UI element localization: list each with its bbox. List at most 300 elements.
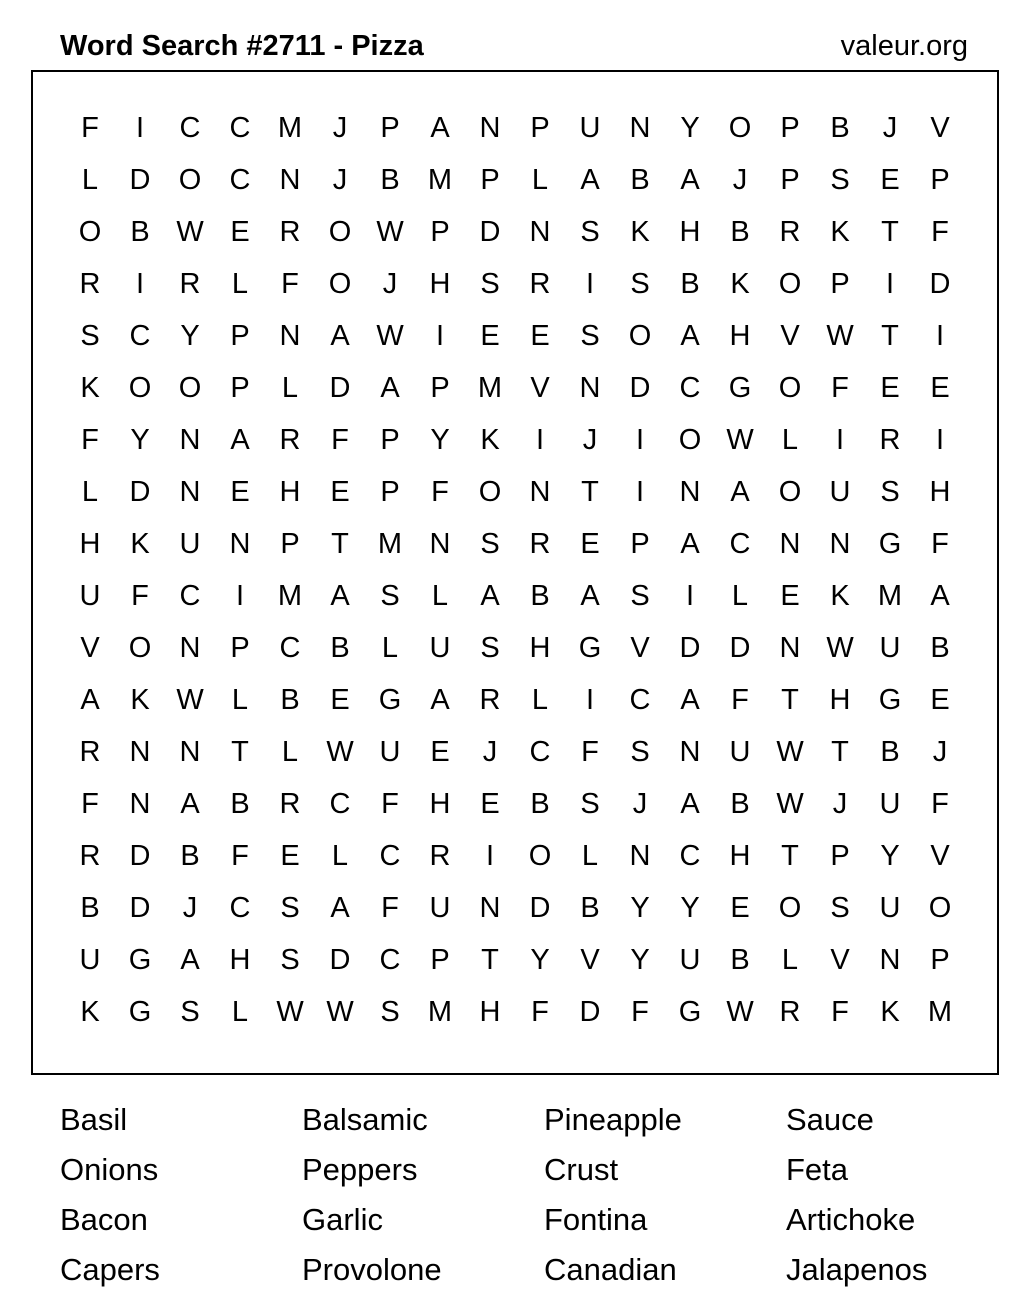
grid-letter: U xyxy=(379,736,401,768)
grid-letter: A xyxy=(430,684,450,716)
word-list-item: Bacon xyxy=(60,1202,148,1237)
grid-letter: U xyxy=(179,528,201,560)
grid-letter: A xyxy=(380,372,400,404)
grid-letter: B xyxy=(830,112,850,144)
grid-letter: P xyxy=(280,528,300,560)
grid-letter: I xyxy=(235,580,245,612)
grid-letter: H xyxy=(79,528,101,560)
grid-letter: A xyxy=(230,424,250,456)
grid-letter: A xyxy=(680,164,700,196)
grid-letter: B xyxy=(80,892,100,924)
grid-letter: I xyxy=(535,424,545,456)
grid-letter: E xyxy=(580,528,600,560)
grid-letter: J xyxy=(582,424,598,456)
grid-letter: B xyxy=(580,892,600,924)
grid-letter: A xyxy=(580,164,600,196)
grid-letter: P xyxy=(230,632,250,664)
grid-letter: N xyxy=(179,736,201,768)
grid-letter: P xyxy=(430,944,450,976)
grid-letter: A xyxy=(730,476,750,508)
grid-letter: S xyxy=(380,580,400,612)
grid-letter: N xyxy=(479,892,501,924)
grid-letter: S xyxy=(630,268,650,300)
grid-letter: K xyxy=(880,996,900,1028)
grid-letter: N xyxy=(129,736,151,768)
grid-letter: U xyxy=(829,476,851,508)
grid-letter: B xyxy=(530,580,550,612)
grid-letter: J xyxy=(732,164,748,196)
grid-letter: Y xyxy=(680,892,700,924)
word-list-item: Pineapple xyxy=(544,1102,682,1137)
grid-letter: G xyxy=(678,996,702,1028)
grid-letter: N xyxy=(179,632,201,664)
grid-letter: B xyxy=(230,788,250,820)
grid-letter: I xyxy=(135,268,145,300)
grid-letter: E xyxy=(880,164,900,196)
grid-letter: D xyxy=(129,164,151,196)
grid-letter: H xyxy=(279,476,301,508)
grid-letter: K xyxy=(130,528,150,560)
grid-letter: S xyxy=(380,996,400,1028)
grid-letter: A xyxy=(580,580,600,612)
grid-letter: S xyxy=(480,632,500,664)
grid-letter: O xyxy=(728,112,752,144)
grid-letter: N xyxy=(529,216,551,248)
grid-letter: L xyxy=(231,996,249,1028)
grid-letter: P xyxy=(530,112,550,144)
grid-letter: N xyxy=(179,424,201,456)
grid-letter: L xyxy=(531,684,549,716)
grid-letter: O xyxy=(78,216,102,248)
grid-letter: W xyxy=(776,788,804,820)
grid-letter: Y xyxy=(130,424,150,456)
grid-letter: P xyxy=(380,112,400,144)
grid-letter: F xyxy=(381,892,399,924)
grid-letter: E xyxy=(230,476,250,508)
grid-letter: V xyxy=(830,944,850,976)
grid-letter: H xyxy=(479,996,501,1028)
grid-letter: O xyxy=(778,372,802,404)
grid-letter: E xyxy=(930,684,950,716)
grid-letter: I xyxy=(585,684,595,716)
grid-letter: N xyxy=(479,112,501,144)
grid-letter: U xyxy=(429,892,451,924)
grid-letter: Y xyxy=(880,840,900,872)
grid-letter: I xyxy=(485,840,495,872)
grid-letter: O xyxy=(478,476,502,508)
grid-letter: F xyxy=(231,840,249,872)
grid-letter: U xyxy=(679,944,701,976)
grid-letter: H xyxy=(679,216,701,248)
grid-letter: B xyxy=(730,944,750,976)
grid-letter: F xyxy=(431,476,449,508)
grid-letter: P xyxy=(630,528,650,560)
grid-letter: J xyxy=(882,112,898,144)
grid-letter: P xyxy=(430,216,450,248)
grid-letter: P xyxy=(380,476,400,508)
grid-letter: T xyxy=(481,944,499,976)
grid-letter: P xyxy=(780,112,800,144)
grid-letter: L xyxy=(531,164,549,196)
grid-letter: J xyxy=(932,736,948,768)
grid-letter: N xyxy=(179,476,201,508)
grid-letter: S xyxy=(630,736,650,768)
grid-letter: O xyxy=(328,216,352,248)
grid-letter: G xyxy=(878,684,902,716)
grid-letter: R xyxy=(429,840,451,872)
grid-letter: F xyxy=(131,580,149,612)
grid-letter: K xyxy=(830,580,850,612)
grid-letter: F xyxy=(531,996,549,1028)
grid-letter: G xyxy=(128,996,152,1028)
grid-letter: M xyxy=(877,580,903,612)
word-list-item: Garlic xyxy=(302,1202,383,1237)
grid-letter: G xyxy=(378,684,402,716)
grid-letter: W xyxy=(176,684,204,716)
grid-letter: U xyxy=(879,632,901,664)
grid-letter: L xyxy=(781,944,799,976)
grid-letter: T xyxy=(881,320,899,352)
grid-letter: L xyxy=(581,840,599,872)
grid-letter: I xyxy=(435,320,445,352)
grid-letter: T xyxy=(231,736,249,768)
grid-letter: C xyxy=(379,840,401,872)
grid-letter: W xyxy=(726,424,754,456)
grid-letter: P xyxy=(480,164,500,196)
word-list-item: Basil xyxy=(60,1102,128,1137)
grid-letter: N xyxy=(129,788,151,820)
grid-letter: F xyxy=(331,424,349,456)
grid-letter: F xyxy=(81,788,99,820)
grid-letter: C xyxy=(629,684,651,716)
grid-letter: N xyxy=(779,632,801,664)
grid-letter: F xyxy=(381,788,399,820)
grid-letter: F xyxy=(831,372,849,404)
grid-letter: A xyxy=(330,580,350,612)
grid-letter: F xyxy=(281,268,299,300)
grid-letter: U xyxy=(429,632,451,664)
word-list-item: Sauce xyxy=(786,1102,874,1137)
grid-letter: R xyxy=(79,840,101,872)
grid-letter: K xyxy=(630,216,650,248)
grid-letter: J xyxy=(382,268,398,300)
grid-letter: E xyxy=(330,684,350,716)
grid-letter: A xyxy=(330,892,350,924)
grid-letter: S xyxy=(580,216,600,248)
grid-letter: O xyxy=(778,476,802,508)
grid-letter: I xyxy=(635,476,645,508)
grid-letter: B xyxy=(330,632,350,664)
grid-letter: P xyxy=(780,164,800,196)
grid-letter: F xyxy=(581,736,599,768)
grid-letter: D xyxy=(479,216,501,248)
grid-letter: E xyxy=(730,892,750,924)
grid-letter: N xyxy=(529,476,551,508)
grid-letter: O xyxy=(328,268,352,300)
grid-letter: C xyxy=(229,164,251,196)
grid-letter: D xyxy=(729,632,751,664)
grid-letter: C xyxy=(129,320,151,352)
grid-letter: V xyxy=(580,944,600,976)
grid-letter: N xyxy=(429,528,451,560)
grid-letter: S xyxy=(580,788,600,820)
grid-letter: T xyxy=(331,528,349,560)
grid-letter: C xyxy=(179,580,201,612)
grid-letter: L xyxy=(381,632,399,664)
grid-letter: C xyxy=(179,112,201,144)
grid-letter: N xyxy=(579,372,601,404)
grid-letter: Y xyxy=(630,892,650,924)
grid-letter: N xyxy=(279,320,301,352)
grid-letter: R xyxy=(779,996,801,1028)
grid-letter: V xyxy=(530,372,550,404)
grid-letter: C xyxy=(679,372,701,404)
grid-letter: B xyxy=(730,216,750,248)
grid-letter: B xyxy=(380,164,400,196)
grid-letter: O xyxy=(178,372,202,404)
grid-letter: O xyxy=(778,892,802,924)
grid-letter: I xyxy=(135,112,145,144)
grid-letter: O xyxy=(928,892,952,924)
grid-letter: F xyxy=(81,424,99,456)
grid-letter: W xyxy=(326,736,354,768)
grid-letter: B xyxy=(730,788,750,820)
grid-letter: B xyxy=(680,268,700,300)
grid-letter: R xyxy=(879,424,901,456)
grid-letter: M xyxy=(277,580,303,612)
grid-letter: Y xyxy=(680,112,700,144)
grid-letter: O xyxy=(528,840,552,872)
word-list-item: Jalapenos xyxy=(786,1252,928,1287)
grid-letter: J xyxy=(332,164,348,196)
page-title: Word Search #2711 - Pizza xyxy=(60,30,424,62)
grid-letter: S xyxy=(180,996,200,1028)
word-list-item: Crust xyxy=(544,1152,619,1187)
grid-letter: E xyxy=(330,476,350,508)
grid-letter: D xyxy=(629,372,651,404)
grid-letter: N xyxy=(779,528,801,560)
grid-letter: N xyxy=(829,528,851,560)
grid-letter: D xyxy=(929,268,951,300)
grid-letter: L xyxy=(231,684,249,716)
grid-letter: U xyxy=(79,944,101,976)
grid-letter: P xyxy=(930,164,950,196)
grid-letter: M xyxy=(477,372,503,404)
grid-letter: H xyxy=(729,840,751,872)
letter-grid xyxy=(65,102,965,1038)
grid-letter: M xyxy=(427,164,453,196)
grid-letter: S xyxy=(630,580,650,612)
grid-letter: J xyxy=(632,788,648,820)
word-list-item: Capers xyxy=(60,1252,160,1287)
grid-letter: S xyxy=(480,528,500,560)
grid-letter: W xyxy=(776,736,804,768)
grid-letter: W xyxy=(376,320,404,352)
grid-letter: F xyxy=(931,216,949,248)
grid-letter: Y xyxy=(180,320,200,352)
grid-letter: Y xyxy=(630,944,650,976)
word-list-item: Fontina xyxy=(544,1202,648,1237)
grid-letter: S xyxy=(580,320,600,352)
grid-letter: H xyxy=(429,268,451,300)
grid-letter: V xyxy=(630,632,650,664)
grid-letter: E xyxy=(880,372,900,404)
grid-letter: D xyxy=(679,632,701,664)
grid-letter: O xyxy=(128,632,152,664)
grid-letter: F xyxy=(931,788,949,820)
grid-letter: A xyxy=(180,788,200,820)
grid-letter: H xyxy=(829,684,851,716)
grid-letter: N xyxy=(679,736,701,768)
grid-letter: W xyxy=(726,996,754,1028)
grid-letter: F xyxy=(81,112,99,144)
grid-letter: R xyxy=(79,268,101,300)
grid-letter: H xyxy=(729,320,751,352)
grid-letter: L xyxy=(731,580,749,612)
grid-letter: A xyxy=(680,528,700,560)
grid-letter: T xyxy=(881,216,899,248)
grid-letter: N xyxy=(679,476,701,508)
grid-letter: N xyxy=(229,528,251,560)
grid-letter: C xyxy=(229,892,251,924)
grid-letter: R xyxy=(529,528,551,560)
word-list-item: Provolone xyxy=(302,1252,442,1287)
grid-letter: T xyxy=(581,476,599,508)
grid-letter: B xyxy=(630,164,650,196)
grid-letter: B xyxy=(880,736,900,768)
word-list-item: Balsamic xyxy=(302,1102,428,1137)
grid-letter: K xyxy=(130,684,150,716)
grid-letter: K xyxy=(80,996,100,1028)
grid-letter: B xyxy=(130,216,150,248)
grid-letter: A xyxy=(680,788,700,820)
grid-letter: B xyxy=(180,840,200,872)
grid-letter: S xyxy=(280,944,300,976)
grid-letter: R xyxy=(279,424,301,456)
grid-letter: K xyxy=(730,268,750,300)
grid-letter: E xyxy=(930,372,950,404)
grid-letter: I xyxy=(885,268,895,300)
grid-letter: T xyxy=(781,684,799,716)
grid-letter: O xyxy=(778,268,802,300)
grid-letter: R xyxy=(479,684,501,716)
grid-letter: E xyxy=(530,320,550,352)
grid-letter: B xyxy=(930,632,950,664)
grid-letter: D xyxy=(129,476,151,508)
grid-letter: L xyxy=(281,736,299,768)
grid-letter: R xyxy=(79,736,101,768)
grid-letter: F xyxy=(831,996,849,1028)
grid-letter: K xyxy=(480,424,500,456)
grid-letter: H xyxy=(429,788,451,820)
grid-letter: J xyxy=(182,892,198,924)
grid-letter: P xyxy=(430,372,450,404)
grid-letter: G xyxy=(728,372,752,404)
grid-letter: B xyxy=(530,788,550,820)
grid-letter: T xyxy=(781,840,799,872)
grid-letter: W xyxy=(326,996,354,1028)
grid-letter: S xyxy=(880,476,900,508)
grid-letter: R xyxy=(529,268,551,300)
grid-letter: R xyxy=(179,268,201,300)
grid-letter: F xyxy=(931,528,949,560)
grid-letter: E xyxy=(430,736,450,768)
grid-letter: D xyxy=(329,944,351,976)
grid-letter: Y xyxy=(530,944,550,976)
word-list-item: Peppers xyxy=(302,1152,418,1187)
grid-letter: W xyxy=(276,996,304,1028)
grid-letter: E xyxy=(480,320,500,352)
grid-letter: G xyxy=(578,632,602,664)
grid-letter: S xyxy=(830,892,850,924)
puzzle-grid-frame xyxy=(31,70,999,1075)
grid-letter: M xyxy=(427,996,453,1028)
grid-letter: A xyxy=(480,580,500,612)
grid-letter: L xyxy=(781,424,799,456)
grid-letter: J xyxy=(482,736,498,768)
grid-letter: L xyxy=(81,476,99,508)
grid-letter: G xyxy=(128,944,152,976)
grid-letter: S xyxy=(280,892,300,924)
grid-letter: K xyxy=(80,372,100,404)
grid-letter: A xyxy=(330,320,350,352)
grid-letter: N xyxy=(879,944,901,976)
grid-letter: P xyxy=(380,424,400,456)
grid-letter: U xyxy=(729,736,751,768)
grid-letter: A xyxy=(180,944,200,976)
grid-letter: I xyxy=(835,424,845,456)
grid-letter: E xyxy=(280,840,300,872)
grid-letter: D xyxy=(579,996,601,1028)
grid-letter: P xyxy=(930,944,950,976)
grid-letter: L xyxy=(331,840,349,872)
grid-letter: U xyxy=(579,112,601,144)
grid-letter: L xyxy=(431,580,449,612)
word-list xyxy=(60,1098,1030,1298)
grid-letter: C xyxy=(279,632,301,664)
grid-letter: A xyxy=(680,320,700,352)
grid-letter: L xyxy=(231,268,249,300)
grid-letter: S xyxy=(830,164,850,196)
word-list-item: Artichoke xyxy=(786,1202,916,1237)
grid-letter: A xyxy=(680,684,700,716)
grid-letter: O xyxy=(628,320,652,352)
grid-letter: F xyxy=(631,996,649,1028)
grid-letter: C xyxy=(679,840,701,872)
grid-letter: C xyxy=(379,944,401,976)
site-name: valeur.org xyxy=(840,30,968,62)
grid-letter: L xyxy=(81,164,99,196)
grid-letter: W xyxy=(826,320,854,352)
grid-letter: A xyxy=(430,112,450,144)
grid-letter: E xyxy=(230,216,250,248)
grid-letter: M xyxy=(927,996,953,1028)
grid-letter: R xyxy=(779,216,801,248)
grid-letter: W xyxy=(176,216,204,248)
grid-letter: O xyxy=(678,424,702,456)
word-list-item: Feta xyxy=(786,1152,849,1187)
grid-letter: H xyxy=(529,632,551,664)
grid-letter: T xyxy=(831,736,849,768)
grid-letter: Y xyxy=(430,424,450,456)
grid-letter: O xyxy=(178,164,202,196)
grid-letter: I xyxy=(685,580,695,612)
grid-letter: P xyxy=(830,268,850,300)
grid-letter: U xyxy=(879,892,901,924)
grid-letter: L xyxy=(281,372,299,404)
grid-letter: N xyxy=(629,112,651,144)
grid-letter: V xyxy=(930,112,950,144)
